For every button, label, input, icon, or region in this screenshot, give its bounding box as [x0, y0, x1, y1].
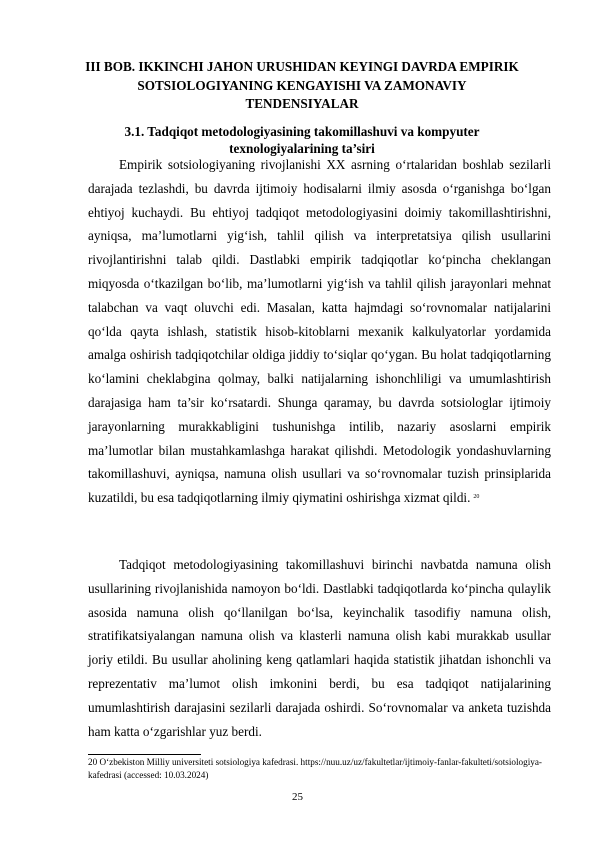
footnote-divider: [88, 754, 201, 755]
footnote-reference[interactable]: 20: [473, 494, 480, 501]
page-number: 25: [292, 791, 303, 803]
paragraph-1: [88, 153, 551, 510]
paragraph-1-text: Empirik sotsiologiyaning rivojlanishi XX asrning o‘rtalaridan boshlab sezilarli darajada tezlashdi, bu davrda ijtimoiy hodisalarni ilmiy asosda o‘rganishga bo‘lgan ehtiyoj kuchaydi. Bu ehtiyoj tadqiqot metodologiyasini doimiy takomillashtirishni, ayniqsa, ma’lumotlarni yig‘ish, tahlil qilish va interpretatsiya qilish usullarini rivojlantirishni talab qildi. Dastlabki empirik tadqiqotlar ko‘pincha cheklangan miqyosda o‘tkazilgan bo‘lib, ma’lumotlarni yig‘ish va tahlil qilish jarayonlari mehnat talabchan va vaqt oluvchi edi. Masalan, katta hajmdagi so‘rovnomalar natijalarini qo‘lda qayta ishlash, statistik hisob-kitoblarni mexanik kalkulyatorlar yordamida amalga oshirish tadqiqotchilar oldiga jiddiy to‘siqlar qo‘ygan. Bu holat tadqiqotlarning ko‘lamini cheklabgina qolmay, balki natijalarning ishonchliligi va umumlashtirish darajasiga ham ta’sir ko‘rsatardi. Shunga qaramay, bu davrda sotsiologlar ijtimoiy jarayonlarning murakkabligini tushunishga intilib, nazariy asoslarni empirik ma’lumotlar bilan mustahkamlashga harakat qilishdi. Metodologik yondashuvlarning takomillashuvi, ayniqsa, namuna olish usullari va so‘rovnomalar tuzish prinsiplarida kuzatildi, bu esa tadqiqotlarning ilmiy qiymatini oshirishga xizmat qildi.: [88, 157, 551, 506]
footnote-text: 20 O‘zbekiston Milliy universiteti sotsiologiya kafedrasi. https://nuu.uz/uz/fakultetlar/ijtimoiy-fanlar-fakulteti/sotsiologiya-kafedrasi (accessed: 10.03.2024): [88, 757, 542, 780]
paragraph-2: [88, 553, 551, 743]
chapter-title: III BOB. IKKINCHI JAHON URUSHIDAN KEYINGI DAVRDA EMPIRIK SOTSIOLOGIYANING KENGAYISHI VA ZAMONAVIY TENDENSIYALAR: [85, 59, 519, 111]
section-title: 3.1. Tadqiqot metodologiyasining takomillashuvi va kompyuter texnologiyalarining ta’siri: [124, 124, 480, 156]
paragraph-2-text: Tadqiqot metodologiyasining takomillashuvi birinchi navbatda namuna olish usullarining rivojlanishida namoyon bo‘ldi. Dastlabki tadqiqotlarda ko‘pincha qulaylik asosida namuna olish qo‘llanilgan bo‘lsa, keyinchalik tasodifiy namuna olish, stratifikatsiyalangan namuna olish va klasterli namuna olish kabi murakkab usullar joriy etildi. Bu usullar aholining keng qatlamlari haqida statistik jihatdan ishonchli va reprezentativ ma’lumot olish imkonini berdi, bu esa tadqiqot natijalarining umumlashtirish darajasini sezilarli darajada oshirdi. So‘rovnomalar va anketa tuzishda ham katta o‘zgarishlar yuz berdi.: [88, 557, 551, 739]
